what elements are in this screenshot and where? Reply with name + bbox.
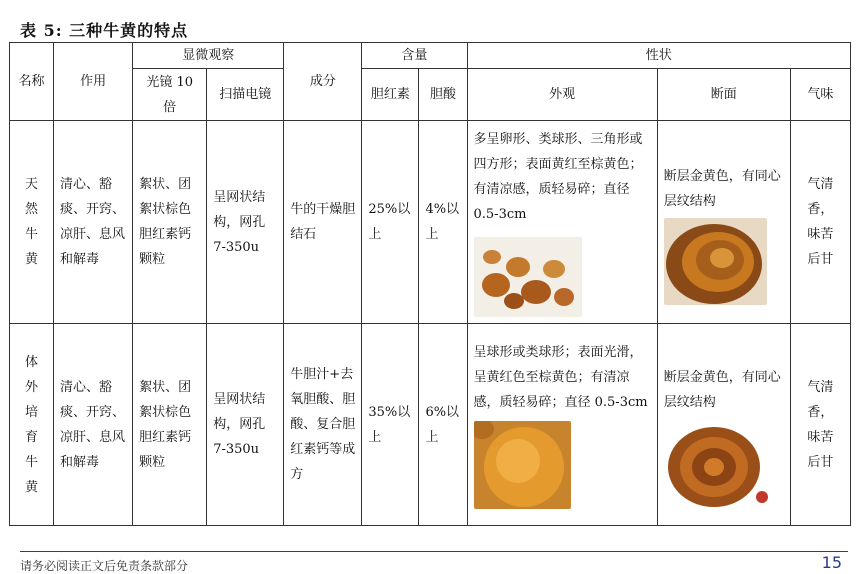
header-appearance: 外观 [467,69,657,121]
table-row [10,324,851,526]
row-section [657,121,790,324]
section-text: 断层金黄色，有同心层纹结构 [663,369,781,410]
row-section [657,324,790,526]
row-bilirubin: 25%以上 [362,121,419,324]
natural-bezoar-section-photo [664,218,767,305]
header-bilirubin: 胆红素 [362,69,419,121]
row-smell: 气清香，味苦后甘 [790,121,850,324]
appearance-text: 呈球形或类球形；表面光滑，呈黄红色至棕黄色；有清凉感，质轻易碎；直径 0.5-3cm [473,345,648,410]
header-effect: 作用 [54,43,133,121]
footer-divider [20,551,848,552]
row-bile-acid: 6%以上 [419,324,467,526]
row-appearance [467,121,657,324]
disclaimer-footer: 请务必阅读正文后免责条款部分 [20,559,189,573]
row-effect: 清心、豁痰、开窍、凉肝、息风和解毒 [54,324,133,526]
cultured-bezoar-photo [474,421,571,509]
header-composition: 成分 [284,43,362,121]
cultured-bezoar-section-photo [664,419,768,509]
header-section: 断面 [657,69,790,121]
row-bilirubin: 35%以上 [362,324,419,526]
header-content: 含量 [362,43,467,69]
row-name: 天然牛黄 [10,121,54,324]
header-bile-acid: 胆酸 [419,69,467,121]
row-effect: 清心、豁痰、开窍、凉肝、息风和解毒 [54,121,133,324]
section-text: 断层金黄色，有同心层纹结构 [663,168,781,209]
header-micro: 显微观察 [133,43,284,69]
row-composition: 牛的干燥胆结石 [284,121,362,324]
row-sem: 呈网状结构，网孔 7-350u [207,121,284,324]
row-appearance [467,324,657,526]
header-properties: 性状 [467,43,851,69]
row-optical: 絮状、团絮状棕色胆红素钙颗粒 [133,324,207,526]
natural-bezoar-photo [474,237,582,317]
header-optical: 光镜 10 倍 [133,69,207,121]
row-name: 体外培育牛黄 [10,324,54,526]
header-smell: 气味 [790,69,850,121]
table-row [10,121,851,324]
appearance-text: 多呈卵形、类球形、三角形或四方形；表面黄红至棕黄色；有清凉感，质轻易碎；直径 0.5-3cm [473,132,643,222]
table-title: 表 5: 三种牛黄的特点 [20,21,189,40]
page-number: 15 [821,553,842,572]
header-sem: 扫描电镜 [207,69,284,121]
row-composition: 牛胆汁+去氧胆酸、胆酸、复合胆红素钙等成方 [284,324,362,526]
header-name: 名称 [10,43,54,121]
row-smell: 气清香，味苦后甘 [790,324,850,526]
row-sem: 呈网状结构，网孔 7-350u [207,324,284,526]
row-bile-acid: 4%以上 [419,121,467,324]
row-optical: 絮状、团絮状棕色胆红素钙颗粒 [133,121,207,324]
features-table [9,42,851,526]
